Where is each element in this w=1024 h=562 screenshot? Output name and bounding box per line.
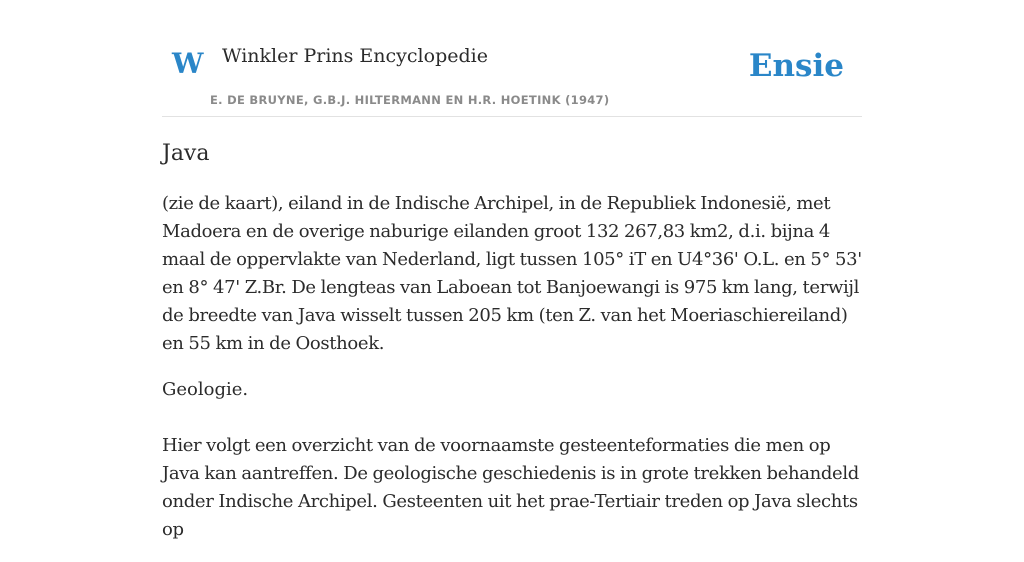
article-title: Java [162, 141, 210, 166]
authors-line: E. DE BRUYNE, G.B.J. HILTERMANN EN H.R. HOETINK (1947) [210, 93, 610, 107]
site-header [162, 0, 862, 117]
article-content [162, 140, 862, 562]
section-heading-geologie: Geologie. [162, 379, 249, 400]
section-text: Hier volgt een overzicht van de voornaamste gesteenteformaties die men op Java kan aantreffen. De geologische geschiedenis is in grote trekken behandeld onder Indische Archipel. Gesteenten uit het prae-Tertiair treden op Java slechts op [162, 435, 859, 540]
article-intro: (zie de kaart), eiland in de Indische Archipel, in de Republiek Indonesië, met Madoera en de overige naburige eilanden groot 132 267,83 km2, d.i. bijna 4 maal de oppervlakte van Nederland, ligt tussen 105° iT en U4°36' O.L. en 5° 53' en 8° 47' Z.Br. De lengteas van Laboean tot Banjoewangi is 975 km lang, terwijl de breedte van Java wisselt tussen 205 km (ten Z. van het Moeriaschiereiland) en 55 km in de Oosthoek. [162, 193, 862, 354]
site-title[interactable]: Winkler Prins Encyclopedie [222, 45, 488, 67]
logo-w-icon[interactable]: W [172, 47, 204, 80]
ensie-brand-logo[interactable]: Ensie [748, 48, 844, 84]
